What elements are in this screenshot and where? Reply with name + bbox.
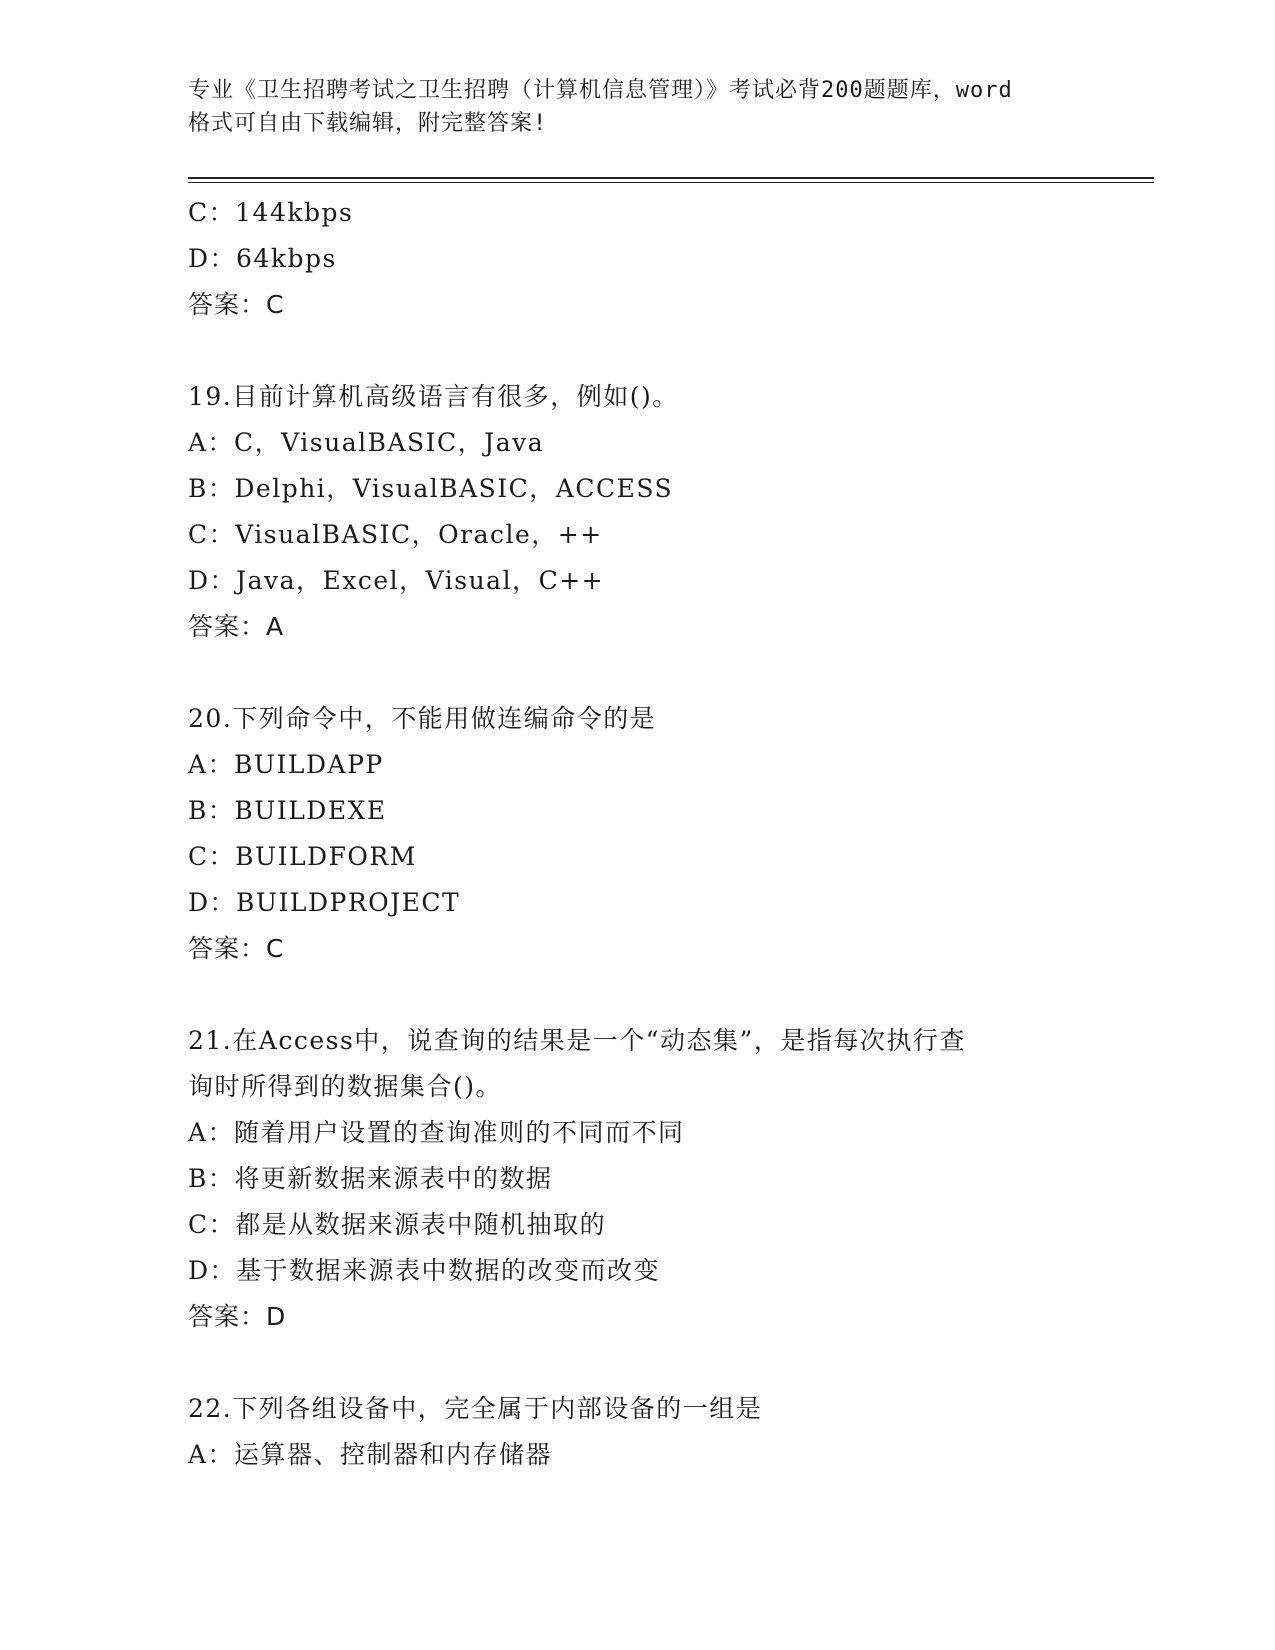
option-c: C：都是从数据来源表中随机抽取的 — [188, 1210, 607, 1239]
answer-line: 答案：D — [188, 1302, 287, 1331]
question-stem: 20.下列命令中，不能用做连编命令的是 — [188, 704, 657, 733]
option-d: D：64kbps — [188, 244, 337, 273]
answer-line: 答案：C — [188, 934, 285, 963]
option-d: D：BUILDPROJECT — [188, 888, 461, 917]
spacer — [188, 1340, 1148, 1386]
spacer — [188, 972, 1148, 1018]
header-divider-thick — [188, 177, 1154, 179]
question-stem: 22.下列各组设备中，完全属于内部设备的一组是 — [188, 1394, 763, 1423]
question-19 — [188, 374, 1148, 650]
option-a: A：C，VisualBASIC，Java — [188, 428, 545, 457]
option-a: A：随着用户设置的查询准则的不同而不同 — [188, 1118, 685, 1147]
option-d: D：Java，Excel，Visual，C++ — [188, 566, 605, 595]
spacer — [188, 328, 1148, 374]
question-22 — [188, 1386, 1148, 1478]
option-c: C：VisualBASIC，Oracle，++ — [188, 520, 603, 549]
question-stem: 19.目前计算机高级语言有很多，例如()。 — [188, 382, 679, 411]
header-line-2: 格式可自由下载编辑，附完整答案! — [188, 111, 548, 136]
question-21 — [188, 1018, 1148, 1340]
option-c: C：144kbps — [188, 198, 354, 227]
document-header — [188, 74, 1088, 140]
header-line-1: 专业《卫生招聘考试之卫生招聘（计算机信息管理）》考试必背200题题库，word — [188, 78, 1013, 103]
answer-line: 答案：C — [188, 290, 285, 319]
document-body — [188, 190, 1148, 1478]
question-18-tail — [188, 190, 1148, 328]
option-b: B：BUILDEXE — [188, 796, 387, 825]
question-stem-line-2: 询时所得到的数据集合()。 — [188, 1072, 503, 1101]
answer-line: 答案：A — [188, 612, 285, 641]
option-b: B：Delphi，VisualBASIC，ACCESS — [188, 474, 674, 503]
question-stem-line-1: 21.在Access中，说查询的结果是一个“动态集”，是指每次执行查 — [188, 1026, 966, 1055]
option-b: B：将更新数据来源表中的数据 — [188, 1164, 553, 1193]
option-c: C：BUILDFORM — [188, 842, 417, 871]
option-a: A：BUILDAPP — [188, 750, 384, 779]
option-a: A：运算器、控制器和内存储器 — [188, 1440, 553, 1469]
option-d: D：基于数据来源表中数据的改变而改变 — [188, 1256, 661, 1285]
header-divider-thin — [188, 182, 1154, 183]
question-20 — [188, 696, 1148, 972]
spacer — [188, 650, 1148, 696]
